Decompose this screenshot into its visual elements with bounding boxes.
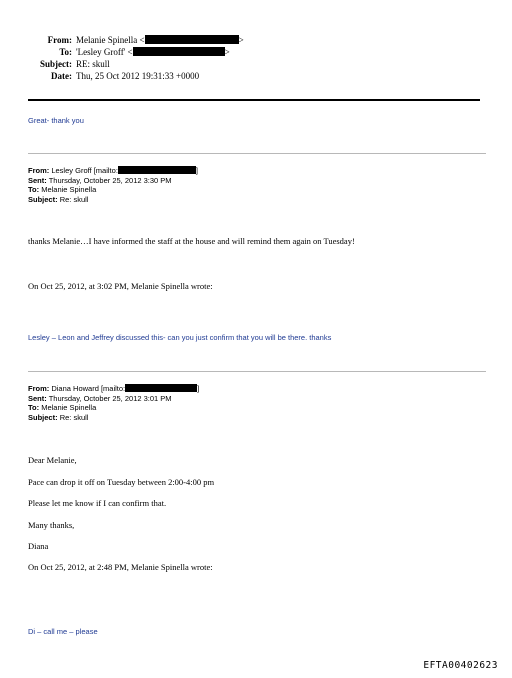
msg2-from-label: From: xyxy=(28,166,50,175)
msg3-line2: Please let me know if I can confirm that. xyxy=(28,498,167,508)
header-from-row xyxy=(0,34,244,46)
msg2-to: Melanie Spinella xyxy=(41,185,97,194)
msg2-to-label: To: xyxy=(28,185,40,194)
msg3-to-row xyxy=(28,403,199,413)
msg3-from-tail: ] xyxy=(197,384,200,393)
msg3-subject-row xyxy=(28,413,199,423)
from-label: From: xyxy=(47,35,72,45)
redaction-box xyxy=(125,384,200,393)
msg2-quote-line: On Oct 25, 2012, at 3:02 PM, Melanie Spinella wrote: xyxy=(28,281,213,291)
msg2-from-tail: ] xyxy=(195,166,198,175)
msg3-header xyxy=(28,384,199,422)
msg3-sent-label: Sent: xyxy=(28,393,47,403)
msg3-to: Melanie Spinella xyxy=(41,403,97,412)
redaction-box xyxy=(118,166,196,174)
msg3-quote-line: On Oct 25, 2012, at 2:48 PM, Melanie Spinella wrote: xyxy=(28,562,213,572)
header-date-row xyxy=(0,70,199,82)
msg3-from-label: From: xyxy=(28,384,50,393)
subject-label: Subject: xyxy=(40,59,72,69)
date-value: Thu, 25 Oct 2012 19:31:33 +0000 xyxy=(76,71,200,81)
header-subject-row xyxy=(0,58,110,70)
msg2-subject-label: Subject: xyxy=(28,194,58,204)
msg3-from-row xyxy=(28,384,199,394)
msg2-reply: Lesley – Leon and Jeffrey discussed this- can you just confirm that you will be there. thanks xyxy=(28,333,332,342)
document-id: EFTA00402623 xyxy=(423,660,498,671)
msg3-line3: Many thanks, xyxy=(28,520,75,530)
msg2-sent: Thursday, October 25, 2012 3:30 PM xyxy=(48,175,172,185)
to-tail: > xyxy=(224,47,230,57)
header-to-row xyxy=(0,46,230,58)
from-name: Melanie Spinella < xyxy=(76,35,145,45)
msg2-body: thanks Melanie…I have informed the staff at the house and will remind them again on Tuesday! xyxy=(28,236,355,246)
to-label: To: xyxy=(59,47,72,57)
msg2-header xyxy=(28,166,198,204)
msg3-to-label: To: xyxy=(28,403,40,412)
redaction-box xyxy=(133,47,225,56)
msg2-subject-row xyxy=(28,195,198,205)
msg3-sent: Thursday, October 25, 2012 3:01 PM xyxy=(48,393,172,403)
message-divider xyxy=(28,153,486,154)
msg2-to-row xyxy=(28,185,198,195)
msg3-line1: Pace can drop it off on Tuesday between 2:00-4:00 pm xyxy=(28,477,215,487)
reply-great-thank-you: Great- thank you xyxy=(28,116,84,125)
msg3-greeting: Dear Melanie, xyxy=(28,455,77,465)
date-label: Date: xyxy=(51,71,72,81)
msg2-subject: Re: skull xyxy=(59,194,89,204)
header-divider xyxy=(28,99,480,101)
subject-value: RE: skull xyxy=(76,59,110,69)
msg3-sent-row xyxy=(28,394,199,404)
msg2-from: Lesley Groff [mailto: xyxy=(51,166,118,175)
message-divider xyxy=(28,371,486,372)
msg3-signature: Diana xyxy=(28,541,49,551)
redaction-box xyxy=(145,35,239,44)
msg2-sent-label: Sent: xyxy=(28,175,47,185)
to-name: 'Lesley Groff' < xyxy=(76,47,133,57)
msg3-from: Diana Howard [mailto: xyxy=(51,384,126,393)
from-tail: > xyxy=(238,35,244,45)
msg3-reply: Di – call me – please xyxy=(28,627,98,636)
msg3-subject: Re: skull xyxy=(59,412,89,422)
msg2-from-row xyxy=(28,166,198,176)
msg2-sent-row xyxy=(28,176,198,186)
msg3-subject-label: Subject: xyxy=(28,412,58,422)
